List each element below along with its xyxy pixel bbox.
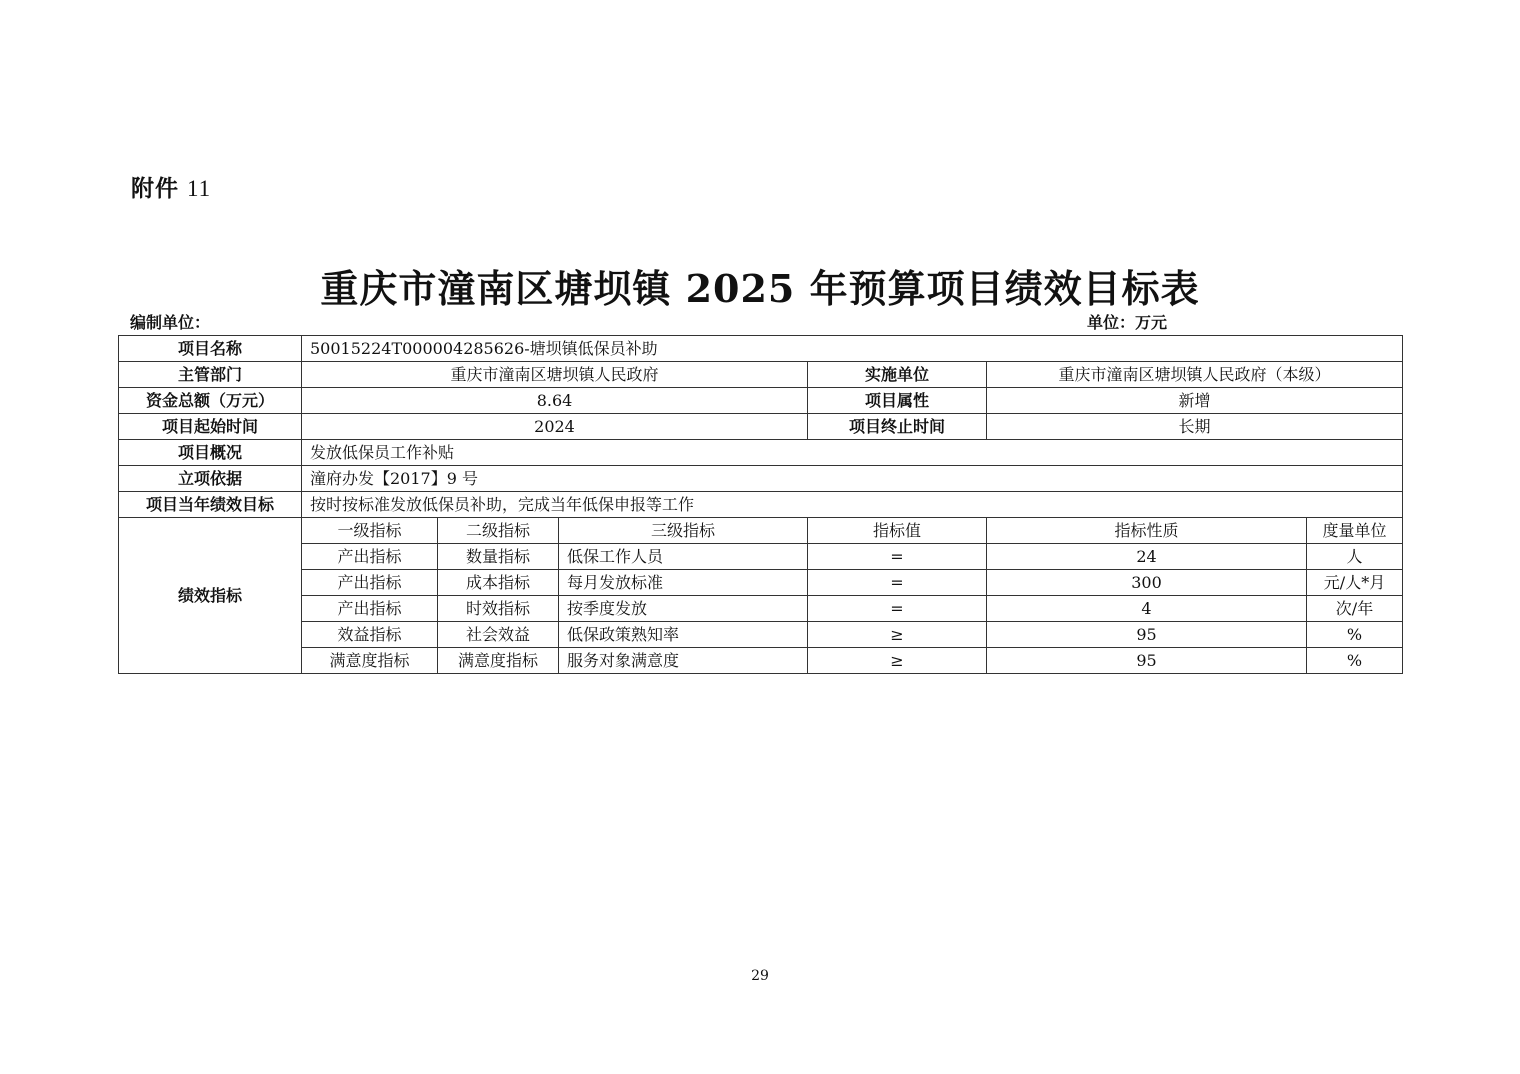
basis-value: 潼府办发【2017】9 号 <box>302 466 1403 492</box>
perf-cell: 300 <box>987 570 1307 596</box>
perf-cell: 产出指标 <box>302 570 438 596</box>
perf-cell: 服务对象满意度 <box>559 648 808 674</box>
attr-value: 新增 <box>987 388 1403 414</box>
dept-label: 主管部门 <box>119 362 302 388</box>
table-row <box>119 362 1403 388</box>
impl-label: 实施单位 <box>808 362 987 388</box>
overview-label: 项目概况 <box>119 440 302 466</box>
project-name-label: 项目名称 <box>119 336 302 362</box>
table-row <box>119 414 1403 440</box>
table-row <box>119 648 1403 674</box>
table-row <box>119 388 1403 414</box>
perf-header-cell: 一级指标 <box>302 518 438 544</box>
perf-cell: 时效指标 <box>438 596 559 622</box>
attachment-number: 11 <box>187 176 212 201</box>
perf-cell: 成本指标 <box>438 570 559 596</box>
page-number: 29 <box>751 968 769 984</box>
perf-header-cell: 指标值 <box>808 518 987 544</box>
goal-value: 按时按标准发放低保员补助，完成当年低保申报等工作 <box>302 492 1403 518</box>
table-row <box>119 596 1403 622</box>
perf-cell: ≥ <box>808 622 987 648</box>
perf-cell: = <box>808 570 987 596</box>
table-row <box>119 336 1403 362</box>
table-row <box>119 440 1403 466</box>
start-label: 项目起始时间 <box>119 414 302 440</box>
project-name-value: 50015224T000004285626-塘坝镇低保员补助 <box>302 336 1403 362</box>
perf-cell: 4 <box>987 596 1307 622</box>
perf-cell: = <box>808 596 987 622</box>
perf-header-row <box>119 518 1403 544</box>
table-row <box>119 492 1403 518</box>
fund-value: 8.64 <box>302 388 808 414</box>
perf-cell: 95 <box>987 622 1307 648</box>
performance-target-table <box>118 335 1403 674</box>
perf-label: 绩效指标 <box>119 518 302 674</box>
perf-cell: ≥ <box>808 648 987 674</box>
perf-cell: 满意度指标 <box>438 648 559 674</box>
perf-cell: 每月发放标准 <box>559 570 808 596</box>
perf-header-cell: 二级指标 <box>438 518 559 544</box>
perf-cell: % <box>1307 648 1403 674</box>
compiler-label: 编制单位： <box>130 313 211 332</box>
perf-cell: 次/年 <box>1307 596 1403 622</box>
perf-cell: 24 <box>987 544 1307 570</box>
table-row <box>119 466 1403 492</box>
perf-cell: 低保政策熟知率 <box>559 622 808 648</box>
perf-cell: 低保工作人员 <box>559 544 808 570</box>
attachment-label: 附件 11 <box>131 176 212 202</box>
perf-header-cell: 度量单位 <box>1307 518 1403 544</box>
impl-value: 重庆市潼南区塘坝镇人民政府（本级） <box>987 362 1403 388</box>
table-row <box>119 622 1403 648</box>
perf-cell: 满意度指标 <box>302 648 438 674</box>
table-row <box>119 570 1403 596</box>
end-label: 项目终止时间 <box>808 414 987 440</box>
dept-value: 重庆市潼南区塘坝镇人民政府 <box>302 362 808 388</box>
table-row <box>119 544 1403 570</box>
overview-value: 发放低保员工作补贴 <box>302 440 1403 466</box>
perf-header-cell: 指标性质 <box>987 518 1307 544</box>
fund-label: 资金总额（万元） <box>119 388 302 414</box>
perf-header-cell: 三级指标 <box>559 518 808 544</box>
perf-cell: 数量指标 <box>438 544 559 570</box>
perf-cell: 产出指标 <box>302 544 438 570</box>
goal-label: 项目当年绩效目标 <box>119 492 302 518</box>
attr-label: 项目属性 <box>808 388 987 414</box>
basis-label: 立项依据 <box>119 466 302 492</box>
perf-cell: 社会效益 <box>438 622 559 648</box>
document-title: 重庆市潼南区塘坝镇 2025 年预算项目绩效目标表 <box>320 266 1200 311</box>
end-value: 长期 <box>987 414 1403 440</box>
perf-cell: 元/人*月 <box>1307 570 1403 596</box>
perf-cell: 按季度发放 <box>559 596 808 622</box>
perf-cell: 产出指标 <box>302 596 438 622</box>
perf-cell: = <box>808 544 987 570</box>
perf-cell: 95 <box>987 648 1307 674</box>
perf-cell: 人 <box>1307 544 1403 570</box>
perf-cell: 效益指标 <box>302 622 438 648</box>
unit-label: 单位：万元 <box>1087 313 1168 332</box>
perf-cell: % <box>1307 622 1403 648</box>
start-value: 2024 <box>302 414 808 440</box>
